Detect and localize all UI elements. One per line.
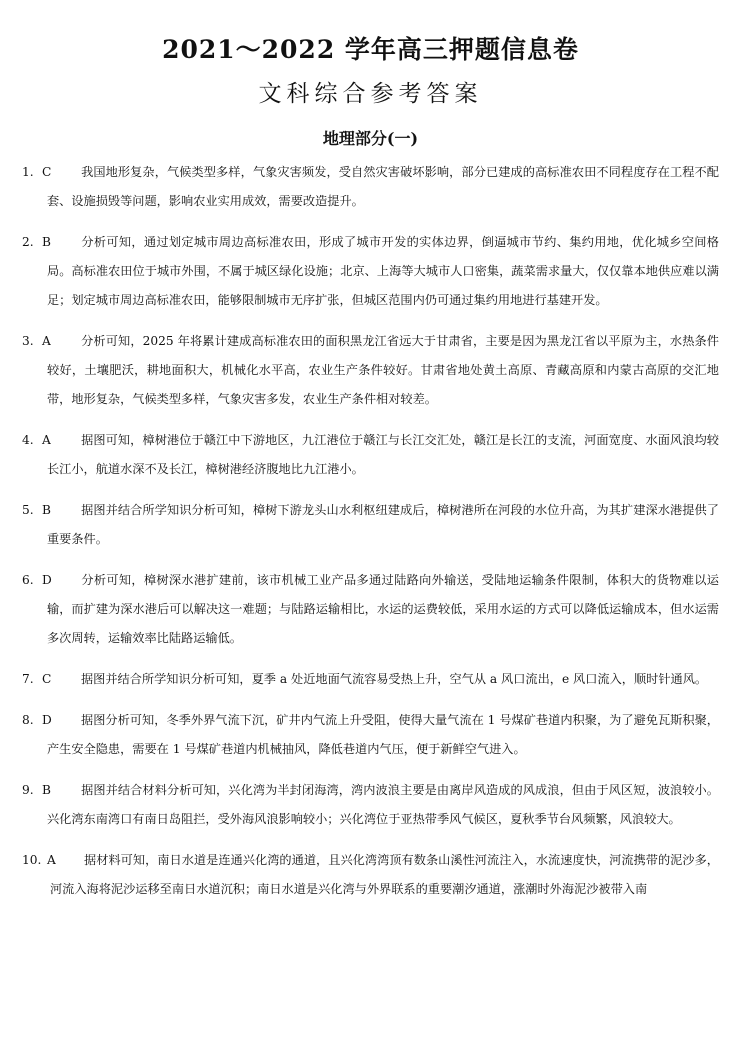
answer-item-5 — [22, 496, 719, 554]
answer-list — [22, 158, 719, 904]
answer-number: 1. — [22, 165, 34, 179]
answer-explanation: 分析可知，通过划定城市周边高标准农田，形成了城市开发的实体边界，倒逼城市节约、集约用地，优化城乡空间格局。高标准农田位于城市外围，不属于城区绿化设施；北京、上海等大城市人口密集，蔬菜需求量大，仅仅靠本地供应难以满足；划定城市周边高标准农田，能够限制城市无序扩张，但城区范围内仍可通过集约用地进行基建开发。 — [47, 235, 719, 307]
answer-choice: A — [42, 433, 51, 447]
answer-explanation: 分析可知，2025 年将累计建成高标准农田的面积黑龙江省远大于甘肃省，主要是因为黑龙江省以平原为主，水热条件较好，土壤肥沃，耕地面积大，机械化水平高，农业生产条件较好。甘肃省地处黄土高原、青藏高原和内蒙古高原的交汇地带，地形复杂，气候类型多样，气象灾害多发，农业生产条件相对较差。 — [47, 334, 719, 406]
answer-item-4 — [22, 426, 719, 484]
answer-choice: D — [42, 713, 52, 727]
document-title: 2021～2022 学年高三押题信息卷 — [162, 35, 579, 64]
answer-explanation: 分析可知，樟树深水港扩建前，该市机械工业产品多通过陆路向外输送，受陆地运输条件限制，体积大的货物难以运输，而扩建为深水港后可以解决这一难题；与陆路运输相比，水运的运费较低，采用水运的方式可以降低运输成本，但水运需多次周转，运输效率比陆路运输低。 — [47, 573, 719, 645]
answer-item-6 — [22, 566, 719, 653]
answer-number: 4. — [22, 433, 34, 447]
answer-item-1 — [22, 158, 719, 216]
answer-explanation: 据材料可知，南日水道是连通兴化湾的通道，且兴化湾湾顶有数条山溪性河流注入，水流速度快，河流携带的泥沙多，河流入海将泥沙运移至南日水道沉积；南日水道是兴化湾与外界联系的重要潮汐通道，涨潮时外海泥沙被带入南 — [50, 853, 719, 896]
answer-item-9 — [22, 776, 719, 834]
answer-number: 7. — [22, 672, 34, 686]
answer-number: 9. — [22, 783, 34, 797]
answer-item-3 — [22, 327, 719, 414]
answer-choice: A — [47, 853, 56, 867]
answer-number: 2. — [22, 235, 34, 249]
answer-choice: A — [42, 334, 51, 348]
answer-explanation: 据图分析可知，冬季外界气流下沉，矿井内气流上升受阻，使得大量气流在 1 号煤矿巷道内积聚，为了避免瓦斯积聚，产生安全隐患，需要在 1 号煤矿巷道内机械抽风，降低巷道内气压，便于新鲜空气进入。 — [47, 713, 719, 756]
answer-item-7 — [22, 665, 719, 694]
answer-choice: B — [42, 235, 51, 249]
answer-number: 10. — [22, 853, 42, 867]
answer-choice: B — [42, 503, 51, 517]
document-subtitle: 文科综合参考答案 — [258, 81, 483, 107]
answer-explanation: 据图并结合材料分析可知，兴化湾为半封闭海湾，湾内波浪主要是由离岸风造成的风成浪，但由于风区短，波浪较小。兴化湾东南湾口有南日岛阻拦，受外海风浪影响较小；兴化湾位于亚热带季风气候区，夏秋季节台风频繁，风浪较大。 — [47, 783, 719, 826]
answer-explanation: 据图可知，樟树港位于赣江中下游地区，九江港位于赣江与长江交汇处，赣江是长江的支流，河面宽度、水面风浪均较长江小，航道水深不及长江，樟树港经济腹地比九江港小。 — [47, 433, 719, 476]
answer-choice: C — [42, 672, 52, 686]
answer-explanation: 据图并结合所学知识分析可知，夏季 a 处近地面气流容易受热上升，空气从 a 风口流出，e 风口流入，顺时针通风。 — [81, 672, 708, 686]
answer-number: 5. — [22, 503, 34, 517]
answer-number: 3. — [22, 334, 34, 348]
section-heading: 地理部分(一) — [322, 129, 419, 148]
answer-choice: B — [42, 783, 51, 797]
answer-number: 8. — [22, 713, 34, 727]
answer-number: 6. — [22, 573, 34, 587]
answer-item-2 — [22, 228, 719, 315]
answer-item-8 — [22, 706, 719, 764]
answer-explanation: 我国地形复杂，气候类型多样，气象灾害频发，受自然灾害破坏影响，部分已建成的高标准农田不同程度存在工程不配套、设施损毁等问题，影响农业实用成效，需要改造提升。 — [47, 165, 719, 208]
answer-choice: D — [42, 573, 52, 587]
answer-choice: C — [42, 165, 52, 179]
answer-item-10 — [22, 846, 719, 904]
answer-explanation: 据图并结合所学知识分析可知，樟树下游龙头山水利枢纽建成后，樟树港所在河段的水位升高，为其扩建深水港提供了重要条件。 — [47, 503, 719, 546]
